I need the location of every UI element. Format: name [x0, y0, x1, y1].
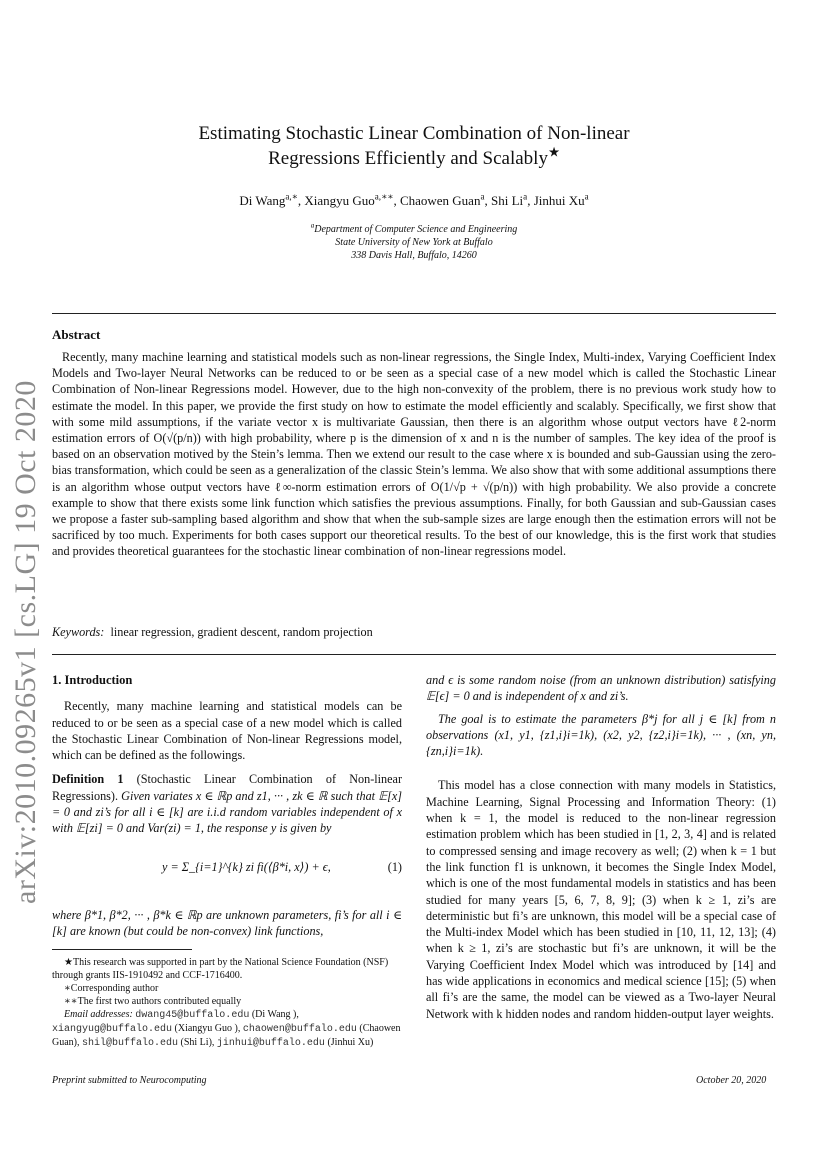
title-line-2: [0, 146, 828, 171]
author: [534, 193, 589, 208]
author: [491, 193, 527, 208]
equation-number: (1): [387, 859, 402, 874]
footnote-equal: ∗∗The first two authors contributed equally: [64, 996, 242, 1008]
bottom-divider: [52, 654, 776, 655]
definition-body: Given variates x ∈ ℝp and z1, ··· , zk ∈ ℝ such that 𝔼[x] = 0 and zi’s for all i ∈ [k] are i.i.d random variables independent of x with 𝔼[zi] = 0 and Var(zi) = 1, the response y is given by: [52, 788, 403, 836]
footnote-funding: ★This research was supported in part by the National Science Foundation (NSF) through grants IIS-1910492 and CCF-1716400.: [52, 957, 389, 982]
email-owner: (Chaowen Guan),: [52, 1023, 401, 1049]
affiliation-line-3: 338 Davis Hall, Buffalo, 14260: [351, 250, 477, 261]
goal-paragraph-text: The goal is to estimate the parameters β*j for all j ∈ [k] from n observations (x1, y1, {z1,i}i=1k), (x2, y2, {z2,i}i=1k), ··· , (xn, yn, {zn,i}i=1k).: [426, 711, 776, 759]
email-owner: (Shi Li),: [180, 1037, 215, 1049]
footnote-corresponding-text: Corresponding author: [70, 983, 159, 995]
footer-date: October 20, 2020: [696, 1075, 767, 1086]
paper-title: [0, 121, 828, 171]
author-name: Jinhui Xu: [533, 193, 585, 208]
author-list: Di Wang$^{a,∗}$, Xiangyu Guo$^{a,∗∗}$, Chaowen Guan$^a$, Shi Li$^a$, Jinhui Xu$^a$: [239, 191, 589, 208]
footnote-emails: [52, 1008, 402, 1050]
author: [239, 193, 298, 208]
email-link[interactable]: chaowen@buffalo.edu: [242, 1024, 357, 1036]
author-name: Chaowen Guan: [399, 193, 481, 208]
author-sup: a: [584, 191, 589, 202]
affiliation-department: Department of Computer Science and Engineering: [314, 224, 518, 235]
noise-paragraph: [426, 672, 776, 705]
footer-journal: Preprint submitted to Neurocomputing: [52, 1075, 207, 1086]
author-name: Di Wang: [239, 193, 286, 208]
definition: [52, 771, 402, 836]
email-link[interactable]: dwang45@buffalo.edu: [135, 1010, 250, 1022]
section-heading: 1. Introduction: [52, 673, 133, 687]
intro-paragraph: Recently, many machine learning and statistical models can be reduced to or be seen as a special case of a new model which is called the Stochastic Linear Combination of Non-linear Regressions model, which can be defined as the followings.: [52, 699, 402, 763]
footnote-equal-text: The first two authors contributed equally: [77, 996, 242, 1008]
email-link[interactable]: shil@buffalo.edu: [82, 1038, 179, 1050]
equation-body: y = Σ_{i=1}^{k} zi fi(⟨β*i, x⟩) + ϵ,: [162, 859, 331, 874]
definition-title: (Stochastic Linear Combination of Non-linear Regressions).: [52, 772, 402, 803]
equation-1: [52, 841, 402, 903]
author-sup: a,∗∗: [374, 191, 394, 202]
right-column: [426, 672, 776, 1022]
affiliation: [0, 223, 828, 262]
abstract-text: Recently, many machine learning and statistical models such as non-linear regressions, the Single Index, Multi-index, Varying Coefficient Index Models and Two-layer Neural Networks can be reduced to or be seen as a special case of a new model which is called the Stochastic Linear Combination of Non-linear Regressions model. However, due to the high non-convexity of the problem, there is no previous work study how to estimate the model. In this paper, we provide the first study on how to estimate the model efficiently and scalably. Specifically, we first show that with some mild assumptions, if the variate vector x is multivariate Gaussian, then there is an algorithm whose output vectors have ℓ2-norm estimation errors of O(√(p/n)) with high probability, where p is the dimension of x and n is the number of samples. The key idea of the proof is based on an observation motived by the Stein’s lemma. Then we extend our result to the case where x is bounded and sub-Gaussian using the zero-bias transformation, which could be seen as a generalization of the classic Stein’s lemma. We also show that with some additional assumptions there is an algorithm whose output vectors have ℓ∞-norm estimation errors of O(1/√p + √(p/n)) with high probability. We also provide a concrete example to show that there exists some link function which satisfies the previous assumptions. Finally, for both Gaussian and sub-Gaussian cases we propose a faster sub-sampling based algorithm and show that when the sub-sample sizes are large enough then the estimation errors will not be sacrificed by too much. Experiments for both cases support our theoretical results. To the best of our knowledge, this is the first work that studies and provides theoretical guarantees for the stochastic linear combination of non-linear regressions model.: [52, 350, 776, 559]
email-owner: (Di Wang ),: [251, 1009, 299, 1021]
author: [304, 193, 393, 208]
author-sup: a: [523, 191, 528, 202]
email-owner: (Xiangyu Guo ),: [174, 1023, 241, 1035]
author-sup: a,∗: [285, 191, 298, 202]
author-sup: a: [480, 191, 485, 202]
author-name: Shi Li: [491, 193, 524, 208]
keywords-list: linear regression, gradient descent, random projection: [110, 625, 373, 639]
email-owner: (Jinhui Xu): [327, 1037, 374, 1049]
abstract-heading: Abstract: [52, 327, 101, 342]
after-equation-text: where β*1, β*2, ··· , β*k ∈ ℝp are unknown parameters, fi’s for all i ∈ [k] are known (but could be non-convex) link functions,: [52, 907, 402, 938]
footnote-corresponding: ∗Corresponding author: [64, 983, 159, 995]
title-line-1: Estimating Stochastic Linear Combination of Non-linear: [198, 123, 630, 144]
after-equation: [52, 907, 402, 940]
top-divider: [52, 313, 776, 314]
email-link[interactable]: xiangyug@buffalo.edu: [52, 1024, 173, 1036]
arxiv-identifier: arXiv:2010.09265v1 [cs.LG] 19 Oct 2020: [9, 380, 42, 904]
keywords: [52, 625, 776, 640]
left-column: [52, 672, 402, 1050]
footnote-funding-text: This research was supported in part by the National Science Foundation (NSF) through grants IIS-1910492 and CCF-1716400.: [52, 957, 389, 982]
footnotes: [52, 956, 402, 1050]
affiliation-line-1: [0, 223, 828, 236]
keywords-label: Keywords:: [52, 625, 105, 639]
author-name: Xiangyu Guo: [304, 193, 375, 208]
goal-paragraph: [426, 711, 776, 760]
footnote-divider: [52, 949, 192, 950]
affiliation-sup: a: [310, 221, 315, 230]
definition-label: Definition 1: [52, 772, 124, 787]
email-label: Email addresses:: [64, 1009, 133, 1021]
email-link[interactable]: jinhui@buffalo.edu: [216, 1038, 325, 1050]
abstract: [52, 349, 776, 560]
author: [400, 193, 485, 208]
connections-paragraph: This model has a close connection with many models in Statistics, Machine Learning, Signal Processing and Information Theory: (1) when k = 1, the model is reduced to the non-linear regression estimation problem which has been studied in [1, 2, 3, 4] and is related to compressed sensing and image recovery as well; (2) when k = 1 but the link function f1 is unknown, it becomes the Single Index Model, which is one of the most fundamental models in statistics and has been studied for many years [5, 6, 7, 8, 9]; (3) when k ≥ 1, zi’s are deterministic but fi’s are unknown, this model will be a special case of the Multi-index Model which has been studied in [10, 11, 12, 13]; (4) when k ≥ 1, zi’s are stochastic but fi’s are unknown, it will be the Varying Coefficient Index Model which was introduced by [14] and has wide applications in economics and medical science [15]; (5) when all fi’s are the same, the model can be viewed as a Two-layer Neural Network with k hidden nodes and random hidden-output layer weights.: [426, 778, 776, 1021]
title-line-2-text: Regressions Efficiently and Scalably: [268, 148, 548, 169]
affiliation-line-2: State University of New York at Buffalo: [335, 237, 493, 248]
title-footnote-mark: ★: [547, 144, 560, 160]
noise-paragraph-text: and ϵ is some random noise (from an unknown distribution) satisfying 𝔼[ϵ] = 0 and is independent of x and zi’s.: [426, 673, 776, 704]
